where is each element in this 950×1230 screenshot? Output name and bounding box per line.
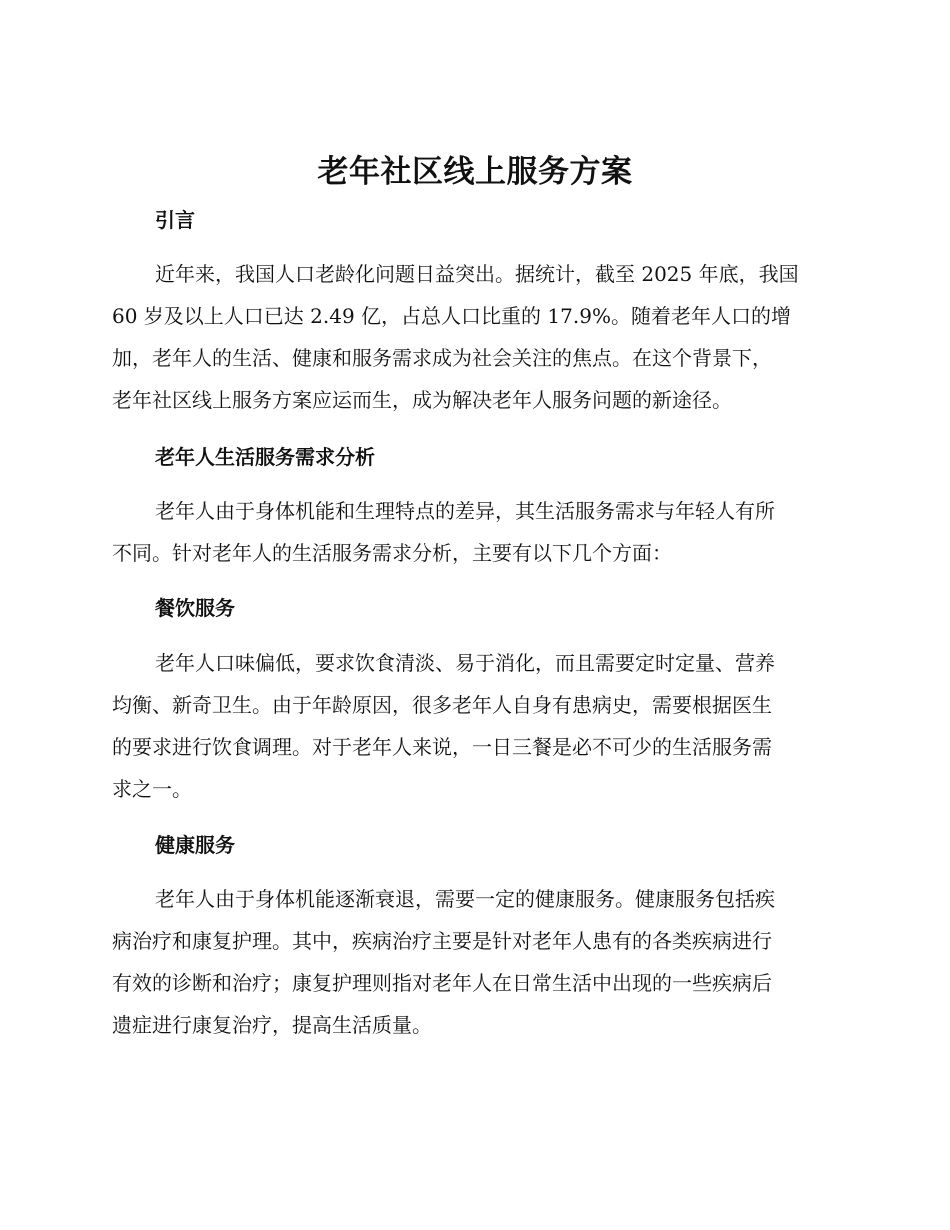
paragraph-line: 不同。针对老年人的生活服务需求分析，主要有以下几个方面：	[112, 541, 672, 565]
paragraph-line: 老年人由于身体机能逐渐衰退，需要一定的健康服务。健康服务包括疾	[155, 887, 775, 911]
paragraph-needs-analysis	[112, 490, 838, 574]
paragraph-line: 60 岁及以上人口已达 2.49 亿，占总人口比重的 17.9%。随着老年人口的增	[112, 304, 791, 328]
section-heading-introduction: 引言	[155, 208, 195, 232]
paragraph-catering	[112, 642, 838, 810]
paragraph-introduction	[112, 253, 838, 421]
paragraph-line: 近年来，我国人口老龄化问题日益突出。据统计，截至 2025 年底，我国	[155, 262, 799, 286]
section-heading-needs-analysis: 老年人生活服务需求分析	[155, 445, 375, 469]
paragraph-line: 加，老年人的生活、健康和服务需求成为社会关注的焦点。在这个背景下，	[112, 346, 772, 370]
paragraph-line: 有效的诊断和治疗；康复护理则指对老年人在日常生活中出现的一些疾病后	[112, 971, 772, 995]
section-heading-health: 健康服务	[155, 833, 235, 857]
paragraph-line: 的要求进行饮食调理。对于老年人来说，一日三餐是必不可少的生活服务需	[112, 735, 772, 759]
paragraph-line: 老年人由于身体机能和生理特点的差异，其生活服务需求与年轻人有所	[155, 499, 775, 523]
paragraph-line: 求之一。	[112, 777, 192, 801]
paragraph-line: 遗症进行康复治疗，提高生活质量。	[112, 1013, 432, 1037]
paragraph-line: 老年人口味偏低，要求饮食清淡、易于消化，而且需要定时定量、营养	[155, 651, 775, 675]
paragraph-health	[112, 878, 838, 1046]
paragraph-line: 病治疗和康复护理。其中，疾病治疗主要是针对老年人患有的各类疾病进行	[112, 929, 772, 953]
section-heading-catering: 餐饮服务	[155, 596, 235, 620]
paragraph-line: 老年社区线上服务方案应运而生，成为解决老年人服务问题的新途径。	[112, 388, 732, 412]
document-title: 老年社区线上服务方案	[317, 154, 633, 190]
paragraph-line: 均衡、新奇卫生。由于年龄原因，很多老年人自身有患病史，需要根据医生	[112, 693, 772, 717]
